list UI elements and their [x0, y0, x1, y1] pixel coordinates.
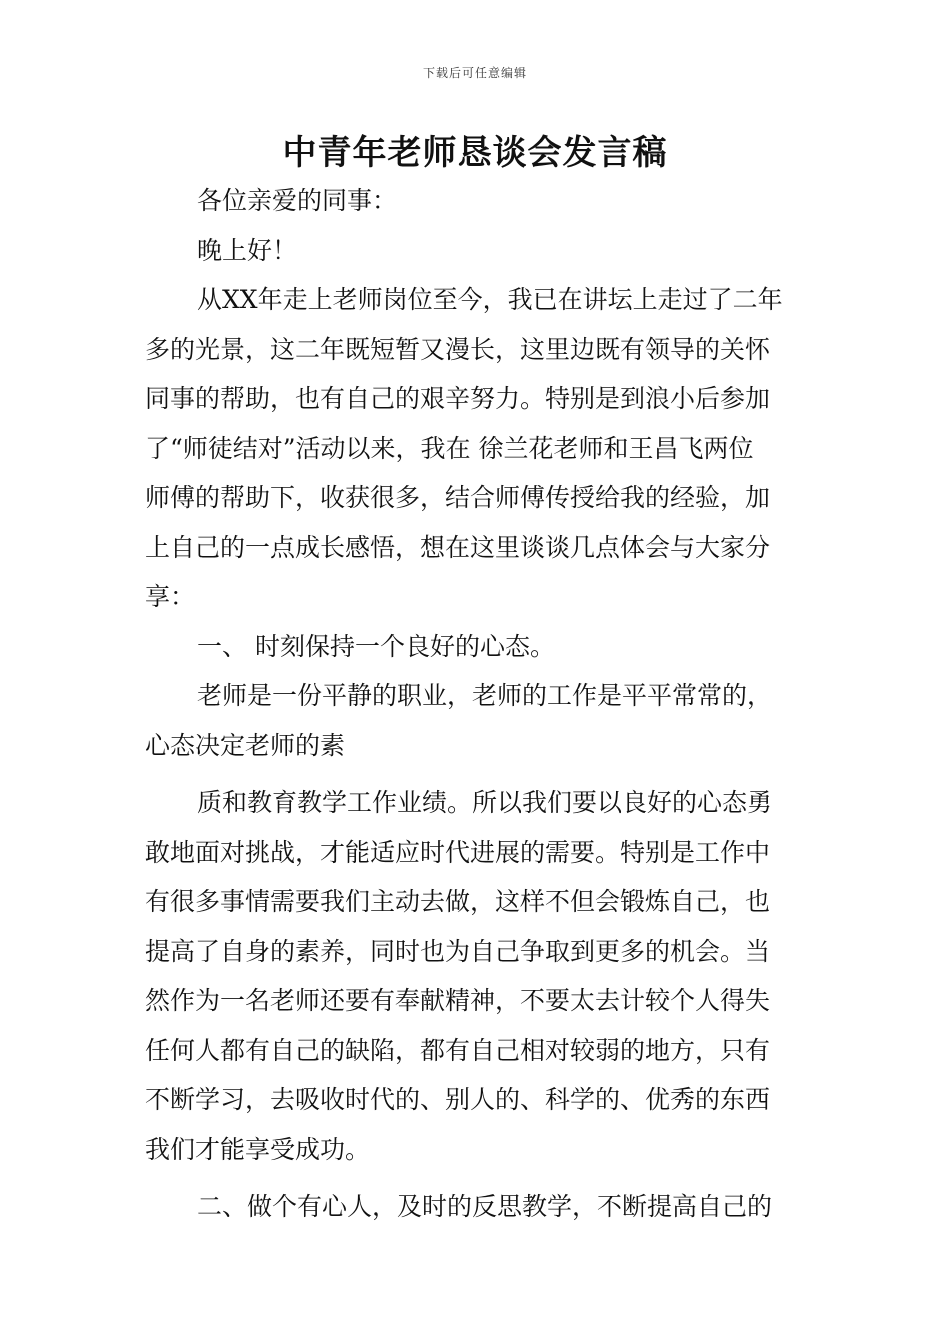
paragraph-line: 有很多事情需要我们主动去做，这样不但会锻炼自己，也	[145, 887, 771, 916]
paragraph-line: 质和教育教学工作业绩。所以我们要以良好的心态勇	[197, 788, 773, 817]
paragraph-line: 同事的帮助，也有自己的艰辛努力。特别是到浪小后参加	[145, 384, 771, 413]
section-heading-2: 二、做个有心人，及时的反思教学，不断提高自己的	[197, 1192, 773, 1221]
paragraph-line: 享：	[145, 582, 196, 611]
paragraph-line: 敢地面对挑战，才能适应时代进展的需要。特别是工作中	[145, 837, 771, 867]
paragraph-line: 然作为一名老师还要有奉献精神，不要太去计较个人得失	[145, 986, 771, 1015]
paragraph-line: 我们才能享受成功。	[145, 1134, 371, 1164]
paragraph-line: 多的光景，这二年既短暂又漫长，这里边既有领导的关怀	[145, 334, 771, 364]
paragraph-line: 师傅的帮助下，收获很多，结合师傅传授给我的经验，加	[145, 483, 771, 512]
paragraph-line: 了“师徒结对”活动以来，我在 徐兰花老师和王昌飞两位	[145, 433, 754, 463]
paragraph-line: 从XX年走上老师岗位至今，我已在讲坛上走过了二年	[197, 285, 783, 314]
paragraph-line: 老师是一份平静的职业，老师的工作是平平常常的，	[197, 681, 773, 710]
salutation-line: 各位亲爱的同事：	[197, 186, 398, 215]
paragraph-line: 不断学习，去吸收时代的、别人的、科学的、优秀的东西	[145, 1085, 771, 1114]
document-body	[145, 176, 807, 1232]
document-title: 中青年老师恳谈会发言稿	[282, 133, 668, 173]
paragraph-gap	[145, 770, 807, 778]
paragraph-line: 上自己的一点成长感悟，想在这里谈谈几点体会与大家分	[145, 532, 771, 562]
paragraph-gap	[145, 1174, 807, 1182]
paragraph-line: 提高了自身的素养，同时也为自己争取到更多的机会。当	[145, 936, 771, 966]
header-note: 下载后可任意编辑	[422, 66, 527, 80]
section-heading-1: 一、 时刻保持一个良好的心态。	[197, 631, 555, 661]
paragraph-line: 任何人都有自己的缺陷，都有自己相对较弱的地方，只有	[145, 1035, 771, 1065]
paragraph-line: 心态决定老师的素	[145, 730, 346, 760]
greeting-line: 晚上好！	[197, 235, 298, 265]
